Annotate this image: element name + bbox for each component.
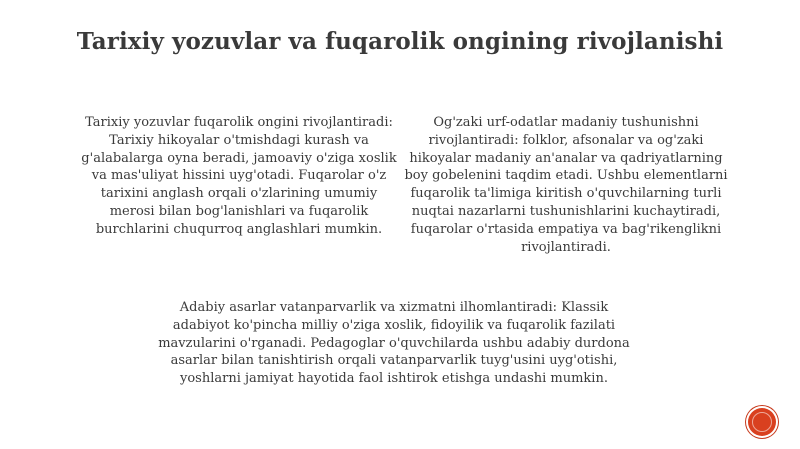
text-block-historical-records: Tarixiy yozuvlar fuqarolik ongini rivojlantiradi: Tarixiy hikoyalar o'tmishdagi kurash va g'alabalarga oyna beradi, jamoaviy o'ziga xoslik va mas'uliyat hissini uyg'otadi. Fuqarolar o'z tarixini anglash orqali o'zlarining umumiy merosi bilan bog'lanishlari va fuqarolik burchlarini chuqurroq anglashlari mumkin. [81,115,397,237]
text-block-literary-works: Adabiy asarlar vatanparvarlik va xizmatni ilhomlantiradi: Klassik adabiyot ko'pincha milliy o'ziga xoslik, fidoyilik va fuqarolik fazilati mavzularini o'rganadi. Pedagoglar o'quvchilarda ushbu adabiy durdona asarlar bilan tanishtirish orqali vatanparvarlik tuyg'usini uyg'otishi, yoshlarni jamiyat hayotida faol ishtirok etishga undashi mumkin. [158,300,630,387]
red-circle-button-icon[interactable] [748,408,776,436]
text-block-oral-traditions: Og'zaki urf-odatlar madaniy tushunishni rivojlantiradi: folklor, afsonalar va og'zaki hikoyalar madaniy an'analar va qadriyatlarning boy gobelenini taqdim etadi. Ushbu elementlarni fuqarolik ta'limiga kiritish o'quvchilarning turli nuqtai nazarlarni tushunishlarini kuchaytiradi, fuqarolar o'rtasida empatiya va bag'rikenglikni rivojlantiradi. [404,115,728,255]
slide-title: Tarixiy yozuvlar va fuqarolik ongining rivojlanishi [76,28,724,55]
